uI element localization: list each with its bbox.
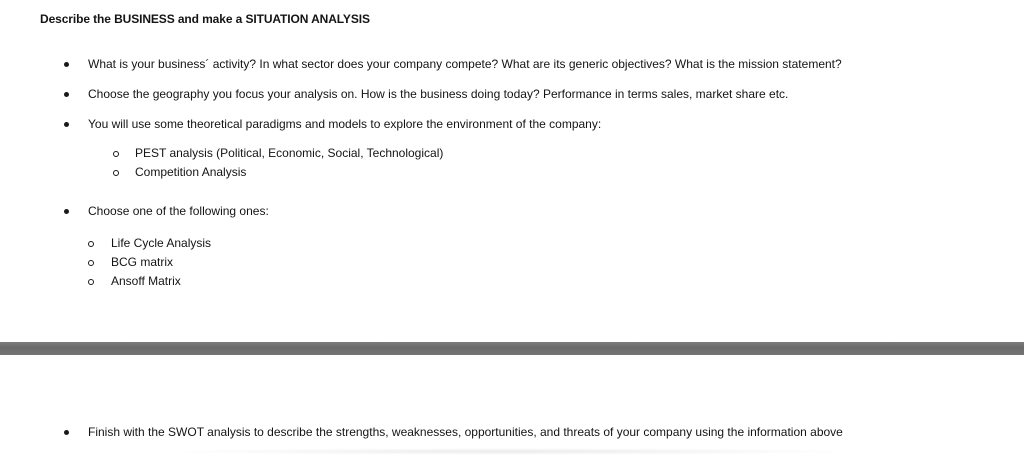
bullet-icon [64, 209, 69, 214]
sub-item-ansoff: Ansoff Matrix [111, 274, 181, 288]
bullet-icon [64, 92, 69, 97]
sub-bullet-icon [113, 170, 119, 176]
sub-bullet-icon [113, 151, 119, 157]
bullet-item-geography: Choose the geography you focus your analysis on. How is the business doing today? Performance in terms sales, market share etc. [88, 87, 789, 101]
sub-bullet-icon [88, 260, 94, 266]
sub-item-life-cycle: Life Cycle Analysis [111, 236, 212, 250]
sub-bullet-icon [88, 279, 94, 285]
sub-item-competition: Competition Analysis [135, 165, 247, 179]
sub-bullet-icon [88, 241, 94, 247]
bullet-item-choose: Choose one of the following ones: [88, 204, 269, 218]
page-shadow [160, 448, 860, 455]
bullet-icon [64, 122, 69, 127]
bullet-icon [64, 430, 69, 435]
sub-item-bcg: BCG matrix [111, 255, 174, 269]
document-page-bottom [0, 355, 1024, 455]
bullet-item-paradigms: You will use some theoretical paradigms and models to explore the environment of the company: [88, 117, 602, 131]
sub-item-pest: PEST analysis (Political, Economic, Social, Technological) [135, 146, 444, 160]
bullet-item-activity: What is your business´ activity? In what sector does your company compete? What are its generic objectives? What is the mission statement? [88, 57, 842, 71]
bullet-icon [64, 62, 69, 67]
document-heading: Describe the BUSINESS and make a SITUATION ANALYSIS [40, 12, 370, 26]
page-break-divider [0, 342, 1024, 355]
bullet-item-swot: Finish with the SWOT analysis to describe the strengths, weaknesses, opportunities, and threats of your company using the information above [88, 425, 843, 439]
